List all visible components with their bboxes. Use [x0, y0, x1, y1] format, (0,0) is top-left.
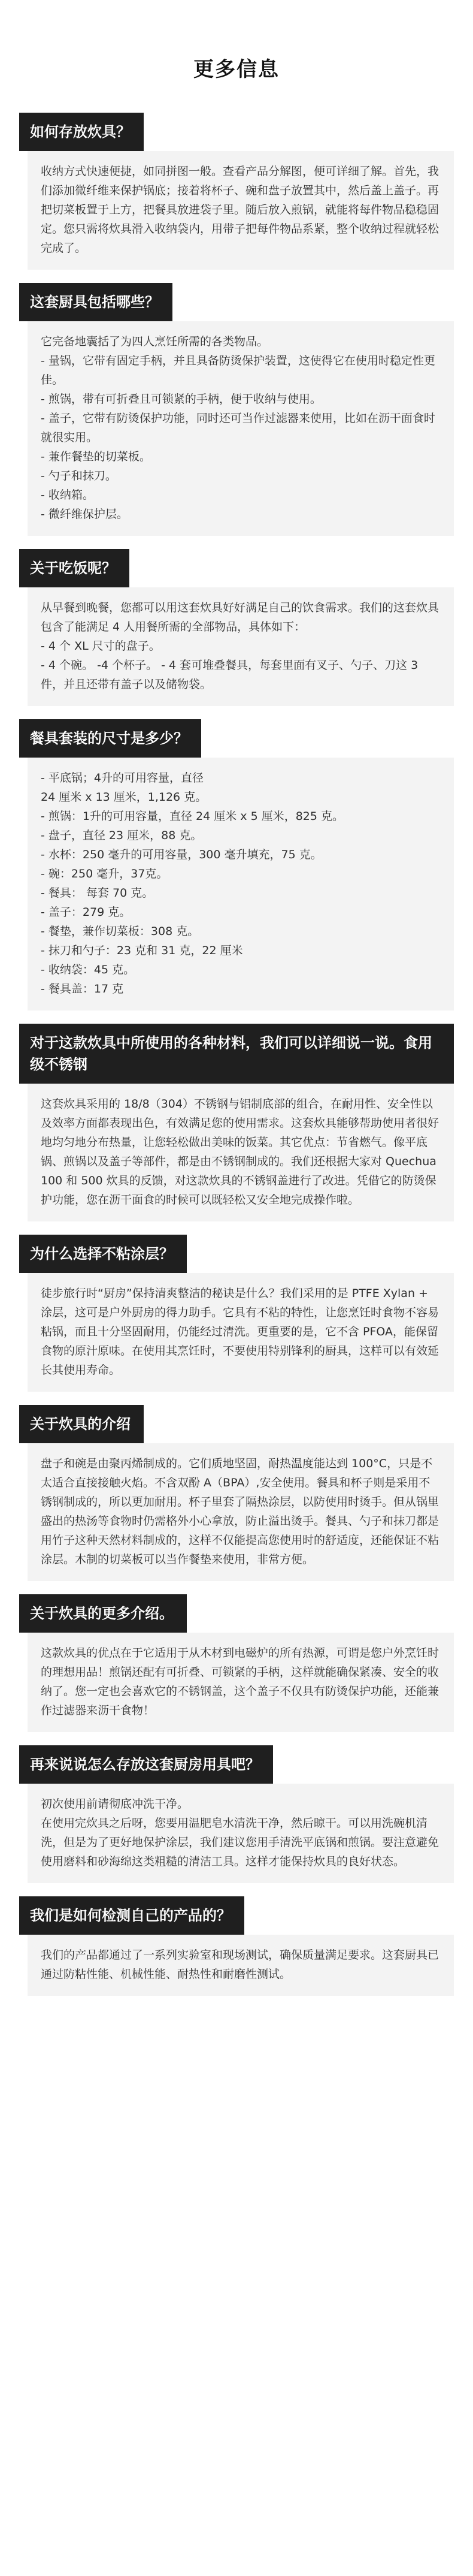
faq-section	[19, 549, 454, 706]
faq-section	[19, 1896, 454, 1996]
section-title: 关于炊具的介绍	[19, 1405, 144, 1443]
section-line: - 煎锅，带有可折叠且可锁紧的手柄，便于收纳与使用。	[41, 393, 322, 406]
faq-section	[19, 283, 454, 536]
section-line: 在使用完炊具之后呀，您要用温肥皂水清洗干净，然后晾干。可以用洗碗机清洗，但是为了更好地保护涂层，我们建议您用手清洗平底锅和煎锅。要注意避免使用磨料和砂海绵这类粗糙的清洁工具。这样才能保持炊具的良好状态。	[41, 1817, 439, 1868]
section-title: 关于炊具的更多介绍。	[19, 1594, 187, 1633]
faq-section	[19, 113, 454, 270]
faq-section	[19, 1405, 454, 1581]
faq-section	[19, 1024, 454, 1221]
section-line: - 勺子和抹刀。	[41, 469, 117, 482]
section-line: 24 厘米 x 13 厘米，1,126 克。	[41, 791, 207, 804]
section-title: 我们是如何检测自己的产品的？	[19, 1896, 244, 1935]
section-line: 初次使用前请彻底冲洗干净。	[41, 1797, 189, 1811]
section-line: 从早餐到晚餐，您都可以用这套炊具好好满足自己的饮食需求。我们的这套炊具包含了能满足 4 人用餐所需的全部物品，具体如下：	[41, 601, 439, 634]
section-body	[28, 1084, 454, 1221]
section-line: - 盖子：279 克。	[41, 906, 131, 919]
section-line: - 兼作餐垫的切菜板。	[41, 450, 151, 463]
section-line: - 微纤维保护层。	[41, 508, 128, 521]
faq-section	[19, 1594, 454, 1732]
section-paragraph: 收纳方式快速便捷，如同拼图一般。查看产品分解图，便可详细了解。首先，我们添加微纤维来保护锅底；接着将杯子、碗和盘子放置其中，然后盖上盖子。再把切菜板置于上方，把餐具放进袋子里。随后放入煎锅，就能将每件物品稳稳固定。您只需将炊具滑入收纳袋内，用带子把每件物品系紧，整个收纳过程就轻松完成了。	[41, 165, 439, 255]
section-line: - 煎锅：1升的可用容量，直径 24 厘米 x 5 厘米，825 克。	[41, 810, 344, 823]
faq-section	[19, 719, 454, 1011]
section-body	[28, 1633, 454, 1732]
section-line: - 4 个碗。 -4 个杯子。 - 4 套可堆叠餐具，每套里面有叉子、勺子、刀这 3 件，并且还带有盖子以及储物袋。	[41, 659, 419, 691]
section-title: 如何存放炊具？	[19, 113, 144, 151]
section-body	[28, 587, 454, 706]
section-title: 再来说说怎么存放这套厨房用具吧？	[19, 1745, 273, 1784]
section-line: - 餐具： 每套 70 克。	[41, 886, 154, 900]
section-title: 对于这款炊具中所使用的各种材料，我们可以详细说一说。食用级不锈钢	[19, 1024, 454, 1084]
section-line: - 碗：250 毫升，37克。	[41, 867, 168, 880]
section-paragraph: 我们的产品都通过了一系列实验室和现场测试，确保质量满足要求。这套厨具已通过防粘性能、机械性能、耐热性和耐磨性测试。	[41, 1948, 439, 1981]
section-line: - 4 个 XL 尺寸的盘子。	[41, 640, 160, 653]
section-line: - 餐具盖：17 克	[41, 982, 124, 996]
section-title: 这套厨具包括哪些？	[19, 283, 172, 321]
section-body	[28, 758, 454, 1011]
section-line: - 抹刀和勺子：23 克和 31 克，22 厘米	[41, 944, 243, 957]
section-line: - 收纳箱。	[41, 488, 94, 502]
page-title: 更多信息	[193, 58, 280, 82]
section-line: - 水杯：250 毫升的可用容量，300 毫升填充，75 克。	[41, 848, 322, 861]
section-body	[28, 1935, 454, 1996]
section-body	[28, 321, 454, 536]
section-line: - 平底锅；4升的可用容量，直径	[41, 771, 204, 785]
section-line: - 盖子，它带有防烫保护功能，同时还可当作过滤器来使用，比如在沥干面食时就很实用。	[41, 412, 435, 444]
faq-section	[19, 1235, 454, 1392]
section-line: - 收纳袋：45 克。	[41, 963, 135, 976]
section-body	[28, 1443, 454, 1581]
section-body	[28, 151, 454, 270]
section-body	[28, 1273, 454, 1392]
section-paragraph: 这款炊具的优点在于它适用于从木材到电磁炉的所有热源，可谓是您户外烹饪时的理想用品！煎锅还配有可折叠、可锁紧的手柄，这样就能确保紧凑、安全的收纳了。您一定也会喜欢它的不锈钢盖，这个盖子不仅具有防烫保护功能，还能兼作过滤器来沥干食物！	[41, 1646, 439, 1717]
section-line: - 量锅，它带有固定手柄，并且具备防烫保护装置，这使得它在使用时稳定性更佳。	[41, 354, 435, 387]
section-paragraph: 徒步旅行时“厨房”保持清爽整洁的秘诀是什么？我们采用的是 PTFE Xylan + 涂层，这可是户外厨房的得力助手。它具有不粘的特性，让您烹饪时食物不容易粘锅，而且十分坚固耐用，仍能经过清洗。更重要的是，它不含 PFOA，能保留食物的原汁原味。在使用其烹饪时，不要使用特别锋利的厨具，这样可以有效延长其使用寿命。	[41, 1287, 439, 1377]
faq-section	[19, 1745, 454, 1883]
section-line: 它完备地囊括了为四人烹饪所需的各类物品。	[41, 335, 269, 348]
sections-container	[0, 113, 473, 1996]
section-title: 为什么选择不粘涂层？	[19, 1235, 187, 1273]
section-body	[28, 1784, 454, 1883]
section-line: - 盘子，直径 23 厘米，88 克。	[41, 829, 202, 842]
section-paragraph: 这套炊具采用的 18/8（304）不锈钢与铝制底部的组合，在耐用性、安全性以及效率方面都表现出色，有效满足您的使用需求。这套炊具能够帮助使用者很好地均匀地分布热量，让您轻松做出美味的饭菜。其它优点：节省燃气。像平底锅、煎锅以及盖子等部件，都是由不锈钢制成的。我们还根据大家对 Quechua 100 和 500 炊具的反馈，对这款炊具的不锈钢盖进行了改进。凭借它的防烫保护功能，您在沥干面食的时候可以既轻松又安全地完成操作啦。	[41, 1097, 439, 1206]
section-title: 关于吃饭呢？	[19, 549, 129, 587]
section-line: - 餐垫，兼作切菜板：308 克。	[41, 925, 199, 938]
section-title: 餐具套装的尺寸是多少？	[19, 719, 201, 758]
section-paragraph: 盘子和碗是由聚丙烯制成的。它们质地坚固，耐热温度能达到 100°C，只是不太适合直接接触火焰。不含双酚 A（BPA）,安全使用。餐具和杯子则是采用不锈钢制成的，所以更加耐用。杯子里套了隔热涂层，以防使用时烫手。但从锅里盛出的热汤等食物时仍需格外小心拿放，防止溢出烫手。餐具、勺子和抹刀都是用竹子这种天然材料制成的，这样不仅能提高您使用时的舒适度，还能保证不粘涂层。木制的切菜板可以当作餐垫来使用，非常方便。	[41, 1457, 439, 1566]
